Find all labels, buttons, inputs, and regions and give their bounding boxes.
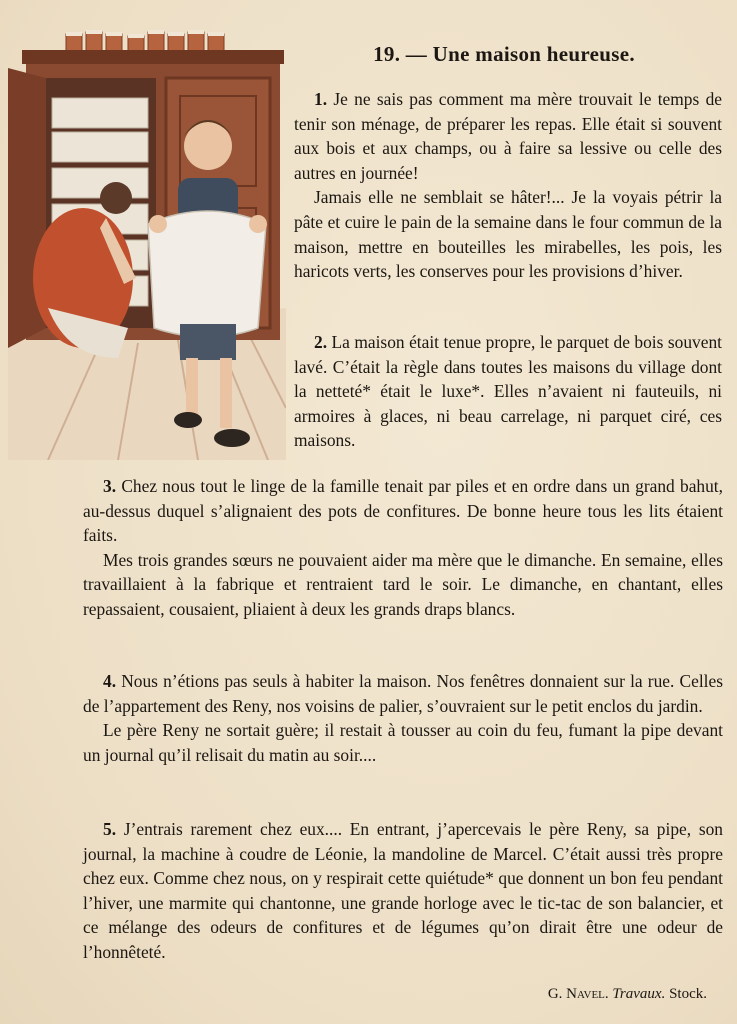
section-5-paragraph-1 — [83, 817, 723, 965]
section-5-number: 5. — [103, 819, 117, 839]
section-3-paragraph-2: Mes trois grandes sœurs ne pouvaient aider ma mère que le dimanche. En semaine, elles travaillaient à la fabrique et rentraient tard le soir. Le dimanche, en chantant, elles repassaient, cousaient, pliaient à deux les grands draps blancs. — [83, 549, 723, 619]
section-1-paragraph-1 — [294, 87, 722, 185]
section-3-number: 3. — [103, 476, 117, 496]
section-5 — [83, 817, 723, 965]
section-2-number: 2. — [314, 332, 328, 352]
illustration-household-scene — [8, 28, 286, 460]
section-5-text-1: J’entrais rarement chez eux.... En entrant, j’apercevais le père Reny, sa pipe, son journal, la machine à coudre de Léonie, la mandoline de Marcel. C’était aussi très propre chez eux. Comme chez nous, on y respirait cette quiétude* que donnent un bon feu pendant l’hiver, une marmite qui chantonne, une grande horloge avec le tic-tac de son balancier, et ce mélange des odeurs de confitures et de légumes qu’on dirait être une odeur de l’honnêteté. — [83, 819, 723, 962]
section-3 — [83, 474, 723, 622]
source-work: Travaux. — [612, 986, 666, 1002]
section-1-text-1: Je ne sais pas comment ma mère trouvait le temps de tenir son ménage, de préparer les repas. Elle était si souvent aux bois et aux champs, ou à faire sa lessive ou celle des autres en journée! — [294, 89, 722, 183]
section-4-number: 4. — [103, 671, 117, 691]
lesson-title: 19. — Une maison heureuse. — [373, 42, 635, 66]
section-4-paragraph-2: Le père Reny ne sortait guère; il restait à tousser au coin du feu, fumant la pipe devant un journal qu’il relisait du matin au soir.... — [83, 720, 723, 765]
source-publisher: Stock. — [669, 986, 707, 1002]
section-1 — [294, 87, 722, 284]
section-1-number: 1. — [314, 89, 328, 109]
section-4 — [83, 669, 723, 767]
source-author: G. Navel. — [547, 986, 609, 1002]
section-3-text-1: Chez nous tout le linge de la famille tenait par piles et en ordre dans un grand bahut, au-dessus duquel s’alignaient des pots de confitures. De bonne heure tous les lits étaient faits. — [83, 476, 723, 546]
section-1-paragraph-2: Jamais elle ne semblait se hâter!... Je la voyais pétrir la pâte et cuire le pain de la semaine dans le four commun de la maison, mettre en bouteilles les mirabelles, les pois, les haricots verts, les conserves pour les provisions d’hiver. — [294, 187, 722, 282]
section-3-paragraph-1 — [83, 474, 723, 548]
section-4-paragraph-1 — [83, 669, 723, 718]
section-2-paragraph-1 — [294, 330, 722, 453]
section-2-text-1: La maison était tenue propre, le parquet de bois souvent lavé. C’était la règle dans toutes les maisons du village dont la netteté* était le luxe*. Elles n’avaient ni fauteuils, ni armoires à glaces, ni beau carrelage, ni parquet ciré, ces maisons. — [294, 332, 722, 451]
section-2 — [294, 330, 722, 453]
section-4-text-1: Nous n’étions pas seuls à habiter la maison. Nos fenêtres donnaient sur la rue. Celles de l’appartement des Reny, nos voisins de palier, s’ouvraient sur le petit enclos du jardin. — [83, 671, 723, 716]
source-citation — [548, 986, 707, 1003]
